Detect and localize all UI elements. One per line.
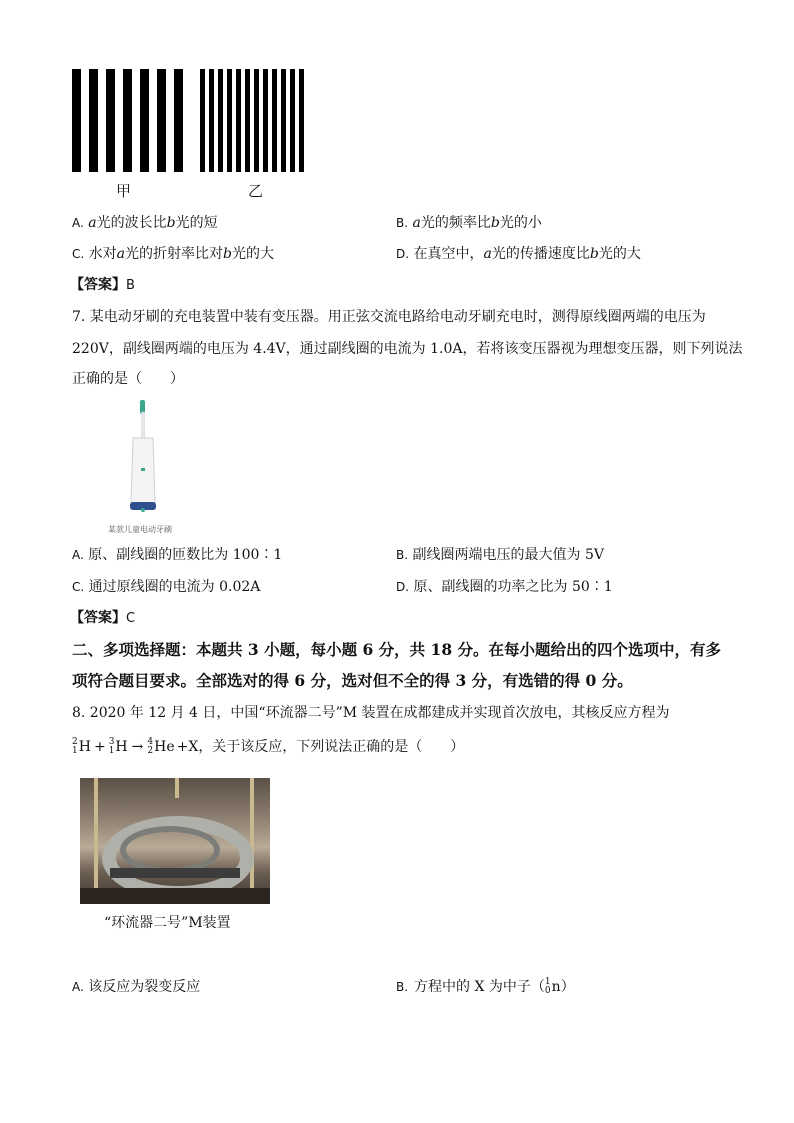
option-letter: C. bbox=[72, 580, 85, 594]
q8-option-a[interactable] bbox=[72, 978, 200, 996]
var-a: a bbox=[88, 215, 97, 231]
toothbrush-image bbox=[105, 398, 185, 526]
atomic-number: 1 bbox=[72, 746, 78, 756]
q8-option-b[interactable] bbox=[396, 978, 575, 996]
var-a: a bbox=[483, 246, 492, 262]
element-symbol: n bbox=[551, 979, 561, 995]
var-b: b bbox=[223, 246, 232, 262]
option-text: 原、副线圈的匝数比为 100∶1 bbox=[88, 547, 283, 563]
q7-option-c[interactable] bbox=[72, 578, 260, 596]
var-a: a bbox=[412, 215, 421, 231]
nuclide-neutron bbox=[545, 978, 561, 996]
q8-stem-line2 bbox=[72, 738, 464, 756]
option-mid: 光的折射率比对 bbox=[125, 246, 224, 262]
q8-stem-line1: 8. 2020 年 12 月 4 日，中国“环流器二号”M 装置在成都建成并实现首次放电，其核反应方程为 bbox=[72, 705, 670, 721]
fringe-label-yi: 乙 bbox=[248, 182, 264, 200]
option-text: 通过原线圈的电流为 0.02A bbox=[88, 579, 261, 595]
mass-number: 2 bbox=[72, 737, 78, 747]
answer-value: B bbox=[126, 278, 135, 293]
q7-answer bbox=[70, 609, 135, 628]
option-pre: 在真空中， bbox=[413, 246, 484, 262]
q8-stem-rest: ，关于该反应，下列说法正确的是（ ） bbox=[198, 739, 465, 755]
q6-option-a[interactable] bbox=[72, 214, 218, 232]
section2-heading-line1: 二、多项选择题：本题共 3 小题，每小题 6 分，共 18 分。在每小题给出的四个选项中，有多 bbox=[72, 640, 722, 659]
equation-tail: +X bbox=[176, 739, 199, 755]
var-b: b bbox=[490, 215, 500, 231]
option-letter: D. bbox=[396, 247, 410, 261]
mass-number: 4 bbox=[147, 737, 154, 747]
q6-option-d[interactable] bbox=[396, 245, 641, 263]
answer-tag: 【答案】 bbox=[70, 277, 126, 293]
q7-stem-line3: 正确的是（ ） bbox=[72, 371, 184, 387]
plus-sign: + bbox=[93, 739, 106, 755]
option-text: 原、副线圈的功率之比为 50∶1 bbox=[413, 579, 613, 595]
q6-answer bbox=[70, 276, 135, 295]
option-letter: C. bbox=[72, 247, 85, 261]
option-post: 光的大 bbox=[598, 246, 641, 262]
var-b: b bbox=[589, 246, 599, 262]
nuclide-h3 bbox=[109, 738, 128, 756]
option-text: 副线圈两端电压的最大值为 5V bbox=[412, 547, 604, 563]
q7-option-a[interactable] bbox=[72, 546, 282, 564]
q7-stem-line1: 7. 某电动牙刷的充电装置中装有变压器。用正弦交流电路给电动牙刷充电时，测得原线圈两端的电压为 bbox=[72, 309, 706, 325]
option-post: 光的大 bbox=[231, 246, 274, 262]
mass-number: 3 bbox=[108, 737, 115, 747]
option-post: 光的小 bbox=[499, 215, 542, 231]
q6-option-b[interactable] bbox=[396, 214, 542, 232]
atomic-number: 0 bbox=[544, 986, 551, 996]
option-letter: B. bbox=[396, 216, 409, 230]
nuclide-h2 bbox=[72, 738, 91, 756]
element-symbol: He bbox=[154, 739, 175, 755]
option-letter: B. bbox=[396, 980, 409, 994]
tokamak-caption: “环流器二号”M装置 bbox=[104, 915, 231, 931]
q6-option-c[interactable] bbox=[72, 245, 274, 263]
var-b: b bbox=[166, 215, 176, 231]
atomic-number: 2 bbox=[147, 746, 154, 756]
fringe-pattern-yi bbox=[200, 69, 304, 172]
q7-option-b[interactable] bbox=[396, 546, 604, 564]
reaction-arrow: → bbox=[131, 739, 144, 755]
option-text-pre: 方程中的 X 为中子（ bbox=[414, 979, 545, 995]
option-letter: A. bbox=[72, 216, 84, 230]
element-symbol: H bbox=[115, 739, 128, 755]
option-text-post: ） bbox=[560, 979, 575, 995]
answer-tag: 【答案】 bbox=[70, 610, 126, 626]
nuclide-he4 bbox=[147, 738, 174, 756]
q7-stem-line2: 220V，副线圈两端的电压为 4.4V，通过副线圈的电流为 1.0A，若将该变压器视为理想变压器，则下列说法 bbox=[72, 341, 743, 357]
option-post: 光的短 bbox=[175, 215, 218, 231]
option-mid: 光的波长比 bbox=[96, 215, 167, 231]
option-mid: 光的传播速度比 bbox=[491, 246, 590, 262]
option-letter: A. bbox=[72, 548, 84, 562]
option-letter: D. bbox=[396, 580, 410, 594]
option-pre: 水对 bbox=[88, 246, 117, 262]
option-letter: A. bbox=[72, 980, 84, 994]
mass-number: 1 bbox=[544, 977, 551, 987]
option-letter: B. bbox=[396, 548, 409, 562]
option-mid: 光的频率比 bbox=[420, 215, 491, 231]
toothbrush-caption: 某款儿童电动牙刷 bbox=[108, 525, 172, 534]
var-a: a bbox=[116, 246, 126, 262]
fringe-label-jia: 甲 bbox=[116, 182, 132, 200]
option-text: 该反应为裂变反应 bbox=[88, 979, 201, 995]
answer-value: C bbox=[126, 611, 136, 626]
fringe-pattern-jia bbox=[72, 69, 183, 172]
element-symbol: H bbox=[78, 739, 91, 755]
tokamak-photo bbox=[80, 778, 270, 904]
q7-option-d[interactable] bbox=[396, 578, 613, 596]
atomic-number: 1 bbox=[108, 746, 115, 756]
section2-heading-line2: 项符合题目要求。全部选对的得 6 分，选对但不全的得 3 分，有选错的得 0 分。 bbox=[72, 671, 633, 690]
